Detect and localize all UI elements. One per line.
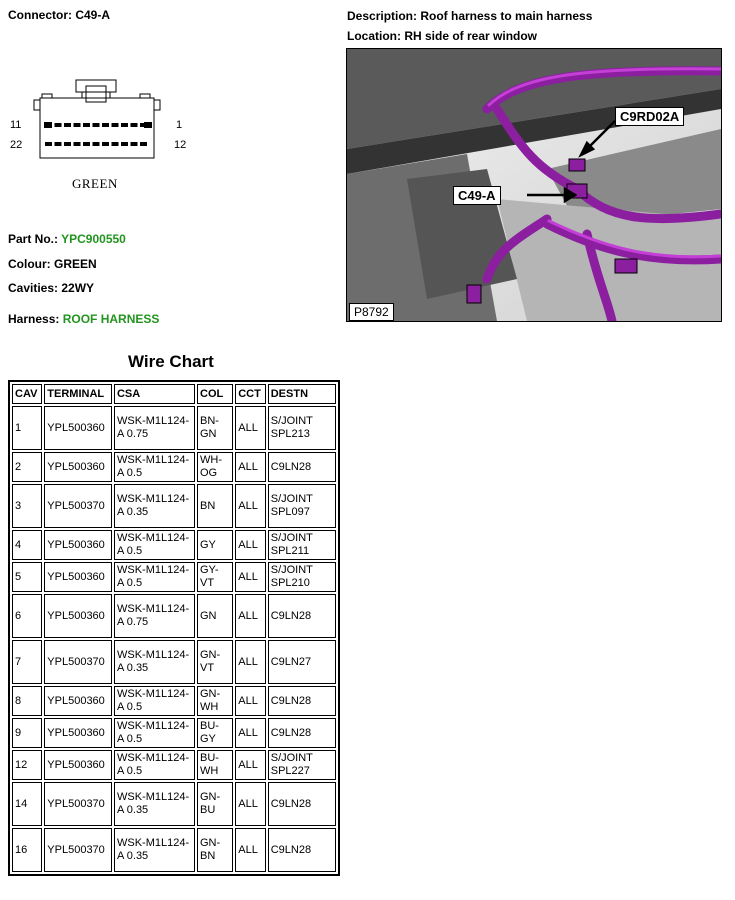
pin-cavity	[121, 142, 128, 146]
cell-terminal: YPL500360	[44, 562, 112, 592]
cell-destination: C9LN28	[268, 686, 336, 716]
callout-c49a: C49-A	[453, 186, 501, 205]
table-row	[12, 640, 336, 684]
cell-colour: GN-BN	[197, 828, 233, 872]
pin-cavity	[93, 142, 100, 146]
cell-colour: BN	[197, 484, 233, 528]
cell-circuit: ALL	[235, 750, 266, 780]
cell-destination: S/JOINT SPL211	[268, 530, 336, 560]
table-row	[12, 782, 336, 826]
cell-colour: GN-BU	[197, 782, 233, 826]
table-row	[12, 484, 336, 528]
pin-cavity	[140, 142, 147, 146]
cell-destination: C9LN28	[268, 718, 336, 748]
cell-circuit: ALL	[235, 452, 266, 482]
wire-chart-table	[8, 380, 340, 876]
cell-terminal: YPL500370	[44, 484, 112, 528]
cell-colour: BN-GN	[197, 406, 233, 450]
cell-terminal: YPL500370	[44, 782, 112, 826]
colour-line: Colour: GREEN	[8, 257, 97, 271]
cell-csa: WSK-M1L124-A 0.35	[114, 640, 195, 684]
cell-csa: WSK-M1L124-A 0.5	[114, 452, 195, 482]
cell-cav: 6	[12, 594, 42, 638]
harness-line	[8, 312, 159, 326]
cell-colour: GY-VT	[197, 562, 233, 592]
header-terminal: TERMINAL	[44, 384, 112, 404]
pin-cavity	[55, 142, 62, 146]
cell-csa: WSK-M1L124-A 0.5	[114, 562, 195, 592]
part-number-link[interactable]: YPC900550	[61, 232, 126, 246]
cell-destination: C9LN28	[268, 594, 336, 638]
pin-cavity	[112, 123, 119, 127]
cell-circuit: ALL	[235, 782, 266, 826]
table-row	[12, 594, 336, 638]
cell-cav: 5	[12, 562, 42, 592]
pin-cavity	[64, 123, 71, 127]
cell-colour: GN-VT	[197, 640, 233, 684]
pin-cavity	[45, 142, 52, 146]
cell-colour: GY	[197, 530, 233, 560]
cell-destination: S/JOINT SPL213	[268, 406, 336, 450]
header-cct: CCT	[235, 384, 266, 404]
cell-terminal: YPL500370	[44, 640, 112, 684]
cell-csa: WSK-M1L124-A 0.35	[114, 484, 195, 528]
pin-cavity	[112, 142, 119, 146]
part-number-label: Part No.:	[8, 232, 62, 246]
harness-link[interactable]: ROOF HARNESS	[62, 312, 160, 326]
location-line: Location: RH side of rear window	[347, 29, 538, 43]
cell-csa: WSK-M1L124-A 0.5	[114, 530, 195, 560]
pin-cavity	[74, 123, 81, 127]
pin-cavity	[131, 142, 138, 146]
cell-csa: WSK-M1L124-A 0.35	[114, 782, 195, 826]
table-row	[12, 750, 336, 780]
pin-cavity	[140, 123, 147, 127]
photo-id: P8792	[349, 303, 394, 321]
header-cav: CAV	[12, 384, 42, 404]
cell-circuit: ALL	[235, 530, 266, 560]
header-csa: CSA	[114, 384, 195, 404]
part-number-line	[8, 232, 126, 246]
callout-c9rd02a: C9RD02A	[615, 107, 684, 126]
cell-terminal: YPL500370	[44, 828, 112, 872]
table-row	[12, 530, 336, 560]
cell-csa: WSK-M1L124-A 0.5	[114, 750, 195, 780]
cell-cav: 4	[12, 530, 42, 560]
cavities-line: Cavities: 22WY	[8, 281, 95, 295]
table-row	[12, 562, 336, 592]
table-header-row	[12, 384, 336, 404]
cell-destination: S/JOINT SPL097	[268, 484, 336, 528]
cell-terminal: YPL500360	[44, 686, 112, 716]
pin-cavity	[93, 123, 100, 127]
cell-colour: GN	[197, 594, 233, 638]
location-photo	[346, 48, 722, 322]
cell-csa: WSK-M1L124-A 0.5	[114, 686, 195, 716]
pin-cavity	[102, 142, 109, 146]
table-row	[12, 828, 336, 872]
cell-cav: 16	[12, 828, 42, 872]
cell-terminal: YPL500360	[44, 406, 112, 450]
header-destn: DESTN	[268, 384, 336, 404]
cell-terminal: YPL500360	[44, 750, 112, 780]
pin-cavity	[102, 123, 109, 127]
table-row	[12, 686, 336, 716]
cell-terminal: YPL500360	[44, 594, 112, 638]
cell-destination: C9LN27	[268, 640, 336, 684]
pin-cavity	[55, 123, 62, 127]
cell-circuit: ALL	[235, 686, 266, 716]
cell-colour: BU-WH	[197, 750, 233, 780]
cell-destination: C9LN28	[268, 782, 336, 826]
pin-number-22: 22	[10, 139, 23, 151]
pin-cavity	[45, 123, 52, 127]
cell-cav: 14	[12, 782, 42, 826]
cell-terminal: YPL500360	[44, 452, 112, 482]
header-col: COL	[197, 384, 233, 404]
table-row	[12, 406, 336, 450]
cell-cav: 12	[12, 750, 42, 780]
cell-circuit: ALL	[235, 562, 266, 592]
cell-cav: 8	[12, 686, 42, 716]
pin-cavity	[64, 142, 71, 146]
pin-number-1: 1	[176, 119, 183, 131]
pin-cavity	[83, 123, 90, 127]
connector-label: Connector: C49-A	[8, 8, 111, 22]
description-line: Description: Roof harness to main harness	[347, 9, 593, 23]
cell-csa: WSK-M1L124-A 0.5	[114, 718, 195, 748]
cell-csa: WSK-M1L124-A 0.75	[114, 406, 195, 450]
cell-circuit: ALL	[235, 594, 266, 638]
cell-cav: 2	[12, 452, 42, 482]
connector-face-diagram	[28, 78, 168, 174]
harness-label: Harness:	[8, 312, 63, 326]
cell-colour: WH-OG	[197, 452, 233, 482]
pin-cavity	[74, 142, 81, 146]
cell-circuit: ALL	[235, 828, 266, 872]
cell-circuit: ALL	[235, 484, 266, 528]
cell-csa: WSK-M1L124-A 0.75	[114, 594, 195, 638]
cell-cav: 9	[12, 718, 42, 748]
wire-chart-title: Wire Chart	[128, 352, 214, 371]
cell-colour: GN-WH	[197, 686, 233, 716]
pin-cavity	[131, 123, 138, 127]
pin-number-11: 11	[10, 119, 22, 131]
table-row	[12, 718, 336, 748]
cell-destination: C9LN28	[268, 828, 336, 872]
cell-colour: BU-GY	[197, 718, 233, 748]
cell-destination: S/JOINT SPL227	[268, 750, 336, 780]
cell-csa: WSK-M1L124-A 0.35	[114, 828, 195, 872]
cell-terminal: YPL500360	[44, 718, 112, 748]
pin-cavity	[121, 123, 128, 127]
pin-number-12: 12	[174, 139, 187, 151]
cell-destination: S/JOINT SPL210	[268, 562, 336, 592]
cell-circuit: ALL	[235, 640, 266, 684]
cell-cav: 3	[12, 484, 42, 528]
cell-cav: 1	[12, 406, 42, 450]
cell-circuit: ALL	[235, 406, 266, 450]
connector-color-caption: GREEN	[72, 176, 118, 191]
cell-destination: C9LN28	[268, 452, 336, 482]
cell-terminal: YPL500360	[44, 530, 112, 560]
cell-circuit: ALL	[235, 718, 266, 748]
table-row	[12, 452, 336, 482]
cell-cav: 7	[12, 640, 42, 684]
pin-cavity	[83, 142, 90, 146]
